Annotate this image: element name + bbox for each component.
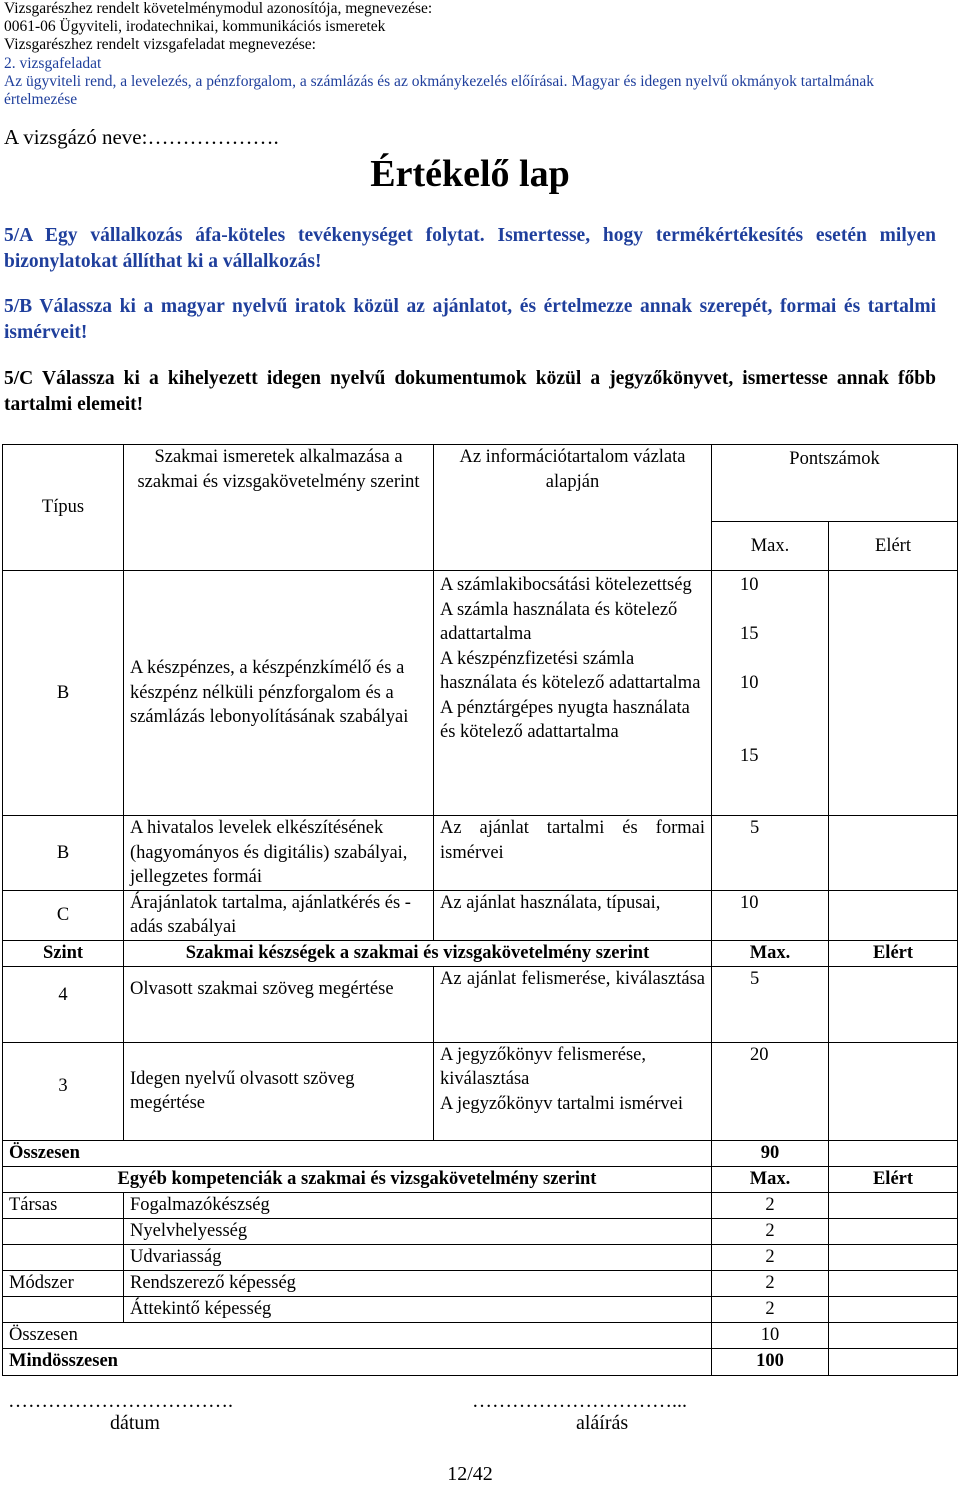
achieved-cell[interactable] [829, 816, 958, 891]
task-5b: 5/B Válassza ki a magyar nyelvű iratok közül az ajánlatot, és értelmezze annak szerepét, formai és tartalmi ismérveit! [4, 296, 936, 343]
max-points-list [712, 571, 829, 816]
info-item: A jegyzőkönyv tartalmi ismérvei [440, 1093, 684, 1114]
achieved-cell[interactable] [829, 966, 958, 1042]
examinee-name-field: A vizsgázó neve:………………. [4, 125, 279, 149]
max-value: 15 [740, 624, 759, 644]
max-value: 5 [712, 966, 829, 1042]
info-item: A jegyzőkönyv felismerése, kiválasztása [440, 1044, 647, 1089]
achieved-cell[interactable] [829, 890, 958, 940]
competence-name: Rendszerező képesség [124, 1270, 712, 1296]
info-item: A számla használata és kötelező adattartalma [440, 599, 678, 644]
total-label: Összesen [3, 1322, 712, 1348]
header-line: Vizsgarészhez rendelt követelménymodul azonosítója, megnevezése: [4, 0, 433, 17]
achieved-header: Elért [829, 940, 958, 966]
signature-label: aláírás [576, 1412, 629, 1434]
achieved-cell[interactable] [829, 1042, 958, 1140]
competence-name: Áttekintő képesség [124, 1296, 712, 1322]
achieved-cell[interactable] [829, 571, 958, 816]
points-header: Pontszámok [712, 445, 958, 522]
document-header [4, 0, 956, 109]
max-header: Max. [712, 940, 829, 966]
skill-cell: Olvasott szakmai szöveg megértése [124, 966, 434, 1042]
competence-group [3, 1296, 124, 1322]
max-header: Max. [712, 522, 829, 571]
knowledge-header: Szakmai ismeretek alkalmazása a szakmai és vizsgakövetelmény szerint [124, 445, 434, 571]
info-cell: Az ajánlat tartalmi és formai ismérvei [434, 816, 712, 891]
task-5a: 5/A Egy vállalkozás áfa-köteles tevékenységet folytat. Ismertesse, hogy termékértékesítés esetén milyen bizonylatokat állíthat ki a vállalkozás! [4, 225, 936, 272]
page-title: Értékelő lap [370, 153, 570, 195]
achieved-header: Elért [829, 1166, 958, 1192]
type-cell: B [3, 816, 124, 891]
max-value: 10 [740, 575, 759, 595]
level-cell: 4 [3, 966, 124, 1042]
header-line: értelmezése [4, 91, 78, 109]
max-header: Max. [712, 1166, 829, 1192]
total-max: 90 [712, 1140, 829, 1166]
achieved-cell[interactable] [829, 1348, 958, 1375]
info-item: A pénztárgépes nyugta használata és kötelező adattartalma [440, 697, 690, 742]
max-value: 2 [712, 1192, 829, 1218]
total-label: Összesen [3, 1140, 712, 1166]
skills-header: Szakmai készségek a szakmai és vizsgakövetelmény szerint [124, 940, 712, 966]
info-cell: Az ajánlat használata, típusai, [434, 890, 712, 940]
max-value: 5 [712, 816, 829, 891]
knowledge-cell: Árajánlatok tartalma, ajánlatkérés és -adás szabályai [124, 890, 434, 940]
knowledge-cell: A készpénzes, a készpénzkímélő és a készpénz nélküli pénzforgalom és a számlázás lebonyolításának szabályai [124, 571, 434, 816]
max-value: 2 [712, 1270, 829, 1296]
max-value: 2 [712, 1296, 829, 1322]
info-list [434, 571, 712, 816]
header-line: Az ügyviteli rend, a levelezés, a pénzforgalom, a számlázás és az okmánykezelés előírásai. Magyar és idegen nyelvű okmányok tartalmának [4, 72, 874, 90]
grand-total-max: 100 [712, 1348, 829, 1375]
competence-group [3, 1244, 124, 1270]
signature-line: …………………………... [472, 1390, 687, 1412]
achieved-cell[interactable] [829, 1218, 958, 1244]
max-value: 2 [712, 1244, 829, 1270]
achieved-cell[interactable] [829, 1192, 958, 1218]
competence-group: Módszer [3, 1270, 124, 1296]
knowledge-cell: A hivatalos levelek elkészítésének (hagyományos és digitális) szabályai, jellegzetes formái [124, 816, 434, 891]
achieved-cell[interactable] [829, 1296, 958, 1322]
achieved-cell[interactable] [829, 1140, 958, 1166]
type-header: Típus [3, 445, 124, 571]
competence-name: Nyelvhelyesség [124, 1218, 712, 1244]
header-line: 0061-06 Ügyviteli, irodatechnikai, kommunikációs ismeretek [4, 18, 386, 36]
max-value: 15 [740, 746, 759, 766]
info-header: Az információtartalom vázlata alapján [434, 445, 712, 571]
total-max: 10 [712, 1322, 829, 1348]
type-cell: C [3, 890, 124, 940]
grand-total-label: Mindösszesen [3, 1348, 712, 1375]
task-5c: 5/C Válassza ki a kihelyezett idegen nyelvű dokumentumok közül a jegyzőkönyvet, ismertesse annak főbb tartalmi elemeit! [4, 368, 936, 415]
evaluation-table [2, 444, 958, 1376]
competence-group: Társas [3, 1192, 124, 1218]
achieved-cell[interactable] [829, 1270, 958, 1296]
achieved-header: Elért [829, 522, 958, 571]
competence-group [3, 1218, 124, 1244]
type-cell: B [3, 571, 124, 816]
max-value: 2 [712, 1218, 829, 1244]
achieved-cell[interactable] [829, 1244, 958, 1270]
date-line: ……………………………. [8, 1390, 233, 1412]
competences-header: Egyéb kompetenciák a szakmai és vizsgakövetelmény szerint [3, 1166, 712, 1192]
max-value: 10 [740, 673, 759, 693]
level-header: Szint [3, 940, 124, 966]
max-value: 20 [712, 1042, 829, 1140]
date-label: dátum [110, 1412, 160, 1434]
level-cell: 3 [3, 1042, 124, 1140]
page-number: 12/42 [447, 1463, 493, 1485]
info-item: A számlakibocsátási kötelezettség [440, 575, 692, 595]
competence-name: Udvariasság [124, 1244, 712, 1270]
header-line: Vizsgarészhez rendelt vizsgafeladat megnevezése: [4, 36, 316, 54]
achieved-cell[interactable] [829, 1322, 958, 1348]
header-line: 2. vizsgafeladat [4, 54, 102, 72]
max-value: 10 [712, 890, 829, 940]
info-cell [434, 1042, 712, 1140]
skill-cell: Idegen nyelvű olvasott szöveg megértése [124, 1042, 434, 1140]
competence-name: Fogalmazókészség [124, 1192, 712, 1218]
info-cell: Az ajánlat felismerése, kiválasztása [434, 966, 712, 1042]
info-item: A készpénzfizetési számla használata és kötelező adattartalma [440, 648, 701, 693]
